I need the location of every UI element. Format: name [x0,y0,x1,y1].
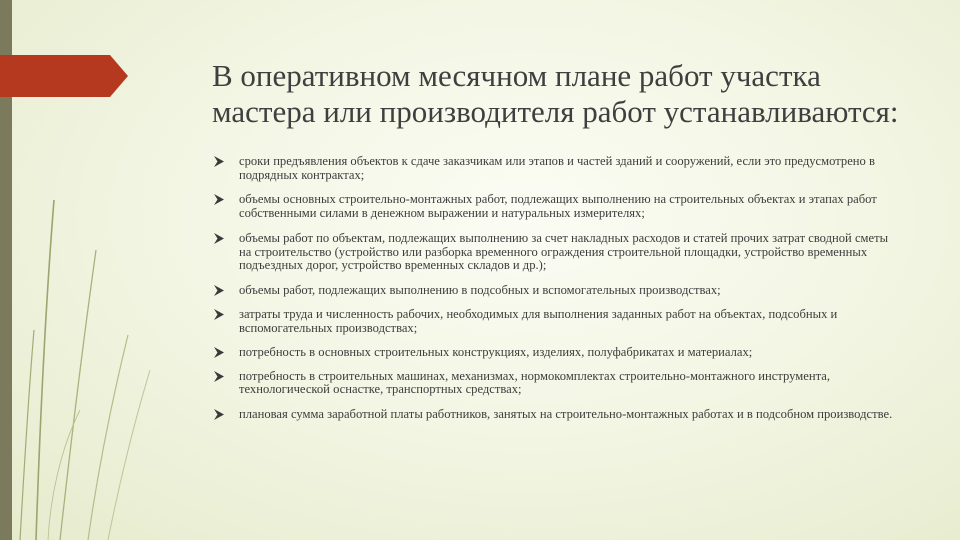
bullet-text: затраты труда и численность рабочих, необходимых для выполнения заданных работ на объектах, подсобных и вспомогательных производствах; [239,307,838,335]
arrowhead-bullet-icon [213,346,225,359]
list-item [213,232,903,273]
bullet-text: сроки предъявления объектов к сдаче заказчикам или этапов и частей зданий и сооружений, если это предусмотрено в подрядных контрактах; [239,154,875,182]
bullet-list [213,155,903,421]
bullet-text: потребность в строительных машинах, механизмах, нормокомплектах строительно-монтажного инструмента, технологической оснастке, транспортных средствах; [239,368,830,396]
list-item [213,193,903,220]
bullet-text: плановая сумма заработной платы работников, занятых на строительно-монтажных работах и в подсобном производстве. [239,406,893,421]
arrowhead-bullet-icon [213,408,225,421]
list-item [213,284,903,298]
bullet-text: потребность в основных строительных конструкциях, изделиях, полуфабрикатах и материалах; [239,345,753,359]
list-item [213,408,903,422]
bullet-text: объемы основных строительно-монтажных работ, подлежащих выполнению на строительных объектах и этапах работ собственными силами в денежном выражении и натуральных измерителях; [239,192,877,220]
list-item [213,346,903,360]
arrowhead-bullet-icon [213,155,225,168]
bullet-text: объемы работ по объектам, подлежащих выполнению за счет накладных расходов и статей прочих затрат сводной сметы на строительство (устройство или разборка временного ограждения строительной площадки, устройство временных подъездных дорог, устройство временных складов и др.); [239,231,889,272]
arrowhead-bullet-icon [213,284,225,297]
arrowhead-bullet-icon [213,232,225,245]
list-item [213,370,903,397]
list-item [213,155,903,182]
arrowhead-bullet-icon [213,308,225,321]
slide-title: В оперативном месячном плане работ участка мастера или производителя работ устанавливаются: [212,58,899,129]
list-item [213,308,903,335]
arrowhead-bullet-icon [213,370,225,383]
bullet-text: объемы работ, подлежащих выполнению в подсобных и вспомогательных производствах; [239,282,721,297]
arrowhead-bullet-icon [213,193,225,206]
